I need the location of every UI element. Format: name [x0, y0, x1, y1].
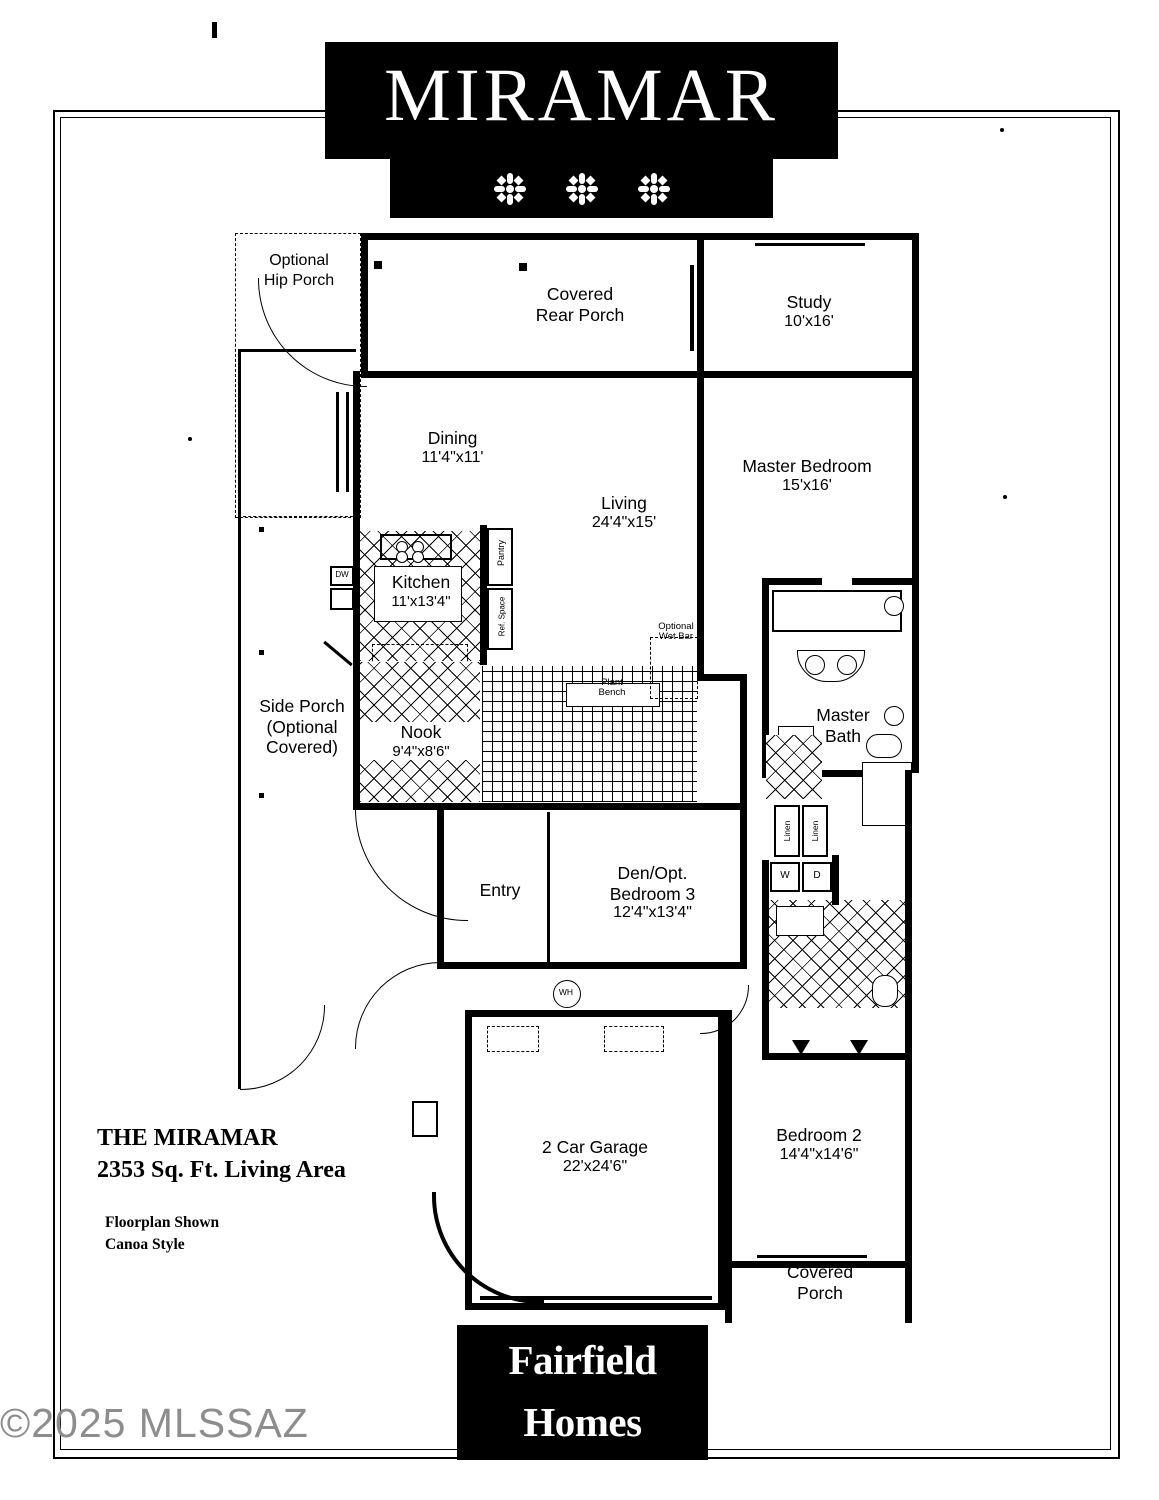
- study-window: [755, 243, 865, 246]
- hall-bath-toilet: [872, 975, 898, 1007]
- room-label-master-bedroom: Master Bedroom 15'x16': [742, 456, 872, 494]
- dining-window: [346, 392, 349, 492]
- porch-post-marker: [374, 261, 382, 269]
- room-label-bedroom2: Bedroom 2 14'4"x14'6": [776, 1125, 862, 1163]
- room-label-entry: Entry: [479, 880, 521, 900]
- wall-entry-bottom: [437, 962, 747, 969]
- vanity-sink-icon: [805, 655, 825, 675]
- plan-note-line1: Floorplan Shown: [105, 1214, 220, 1231]
- room-label-nook: Nook 9'4"x8'6": [360, 722, 482, 760]
- scan-speck: [1000, 128, 1004, 132]
- cooktop-burner-icon: [412, 551, 424, 563]
- wall-study-bottom: [697, 371, 919, 378]
- wall-porch-bottom: [361, 371, 704, 378]
- sink-fixture: [330, 588, 354, 610]
- wall-laundry-divider: [832, 855, 839, 905]
- register-arrow-icon: [850, 1040, 868, 1055]
- fleur-de-lis-icon: [565, 172, 599, 206]
- garage-storage-1: [487, 1026, 539, 1052]
- linen-closet-2-label: Linen: [810, 820, 820, 842]
- wall-covered-porch-left: [725, 1261, 732, 1323]
- sliding-door: [690, 265, 694, 351]
- entry-den-divider: [547, 812, 550, 962]
- covered-porch-window: [757, 1255, 867, 1258]
- wall-left-kitchen: [353, 525, 360, 810]
- fleur-de-lis-icon: [637, 172, 671, 206]
- wall-hall-bath-bottom: [762, 1053, 912, 1060]
- page-title: MIRAMAR: [384, 54, 779, 137]
- porch-mark: [259, 527, 264, 532]
- linen-closet-1-label: Linen: [782, 820, 792, 842]
- porch-mark: [259, 650, 264, 655]
- vanity-sink-icon: [837, 655, 857, 675]
- room-label-kitchen: Kitchen 11'x13'4": [391, 572, 451, 610]
- hall-bath-vanity: [776, 906, 824, 936]
- scan-speck: [188, 437, 192, 441]
- copyright-watermark: ©2025 MLSSAZ: [0, 1400, 309, 1446]
- ornament-row: [390, 159, 773, 218]
- porch-mark: [259, 793, 264, 798]
- plan-note-block: [105, 1212, 405, 1255]
- brand-logo-text: [457, 1330, 708, 1455]
- ref-space-label: Ref. Space: [497, 596, 507, 637]
- plan-area: 2353 Sq. Ft. Living Area: [97, 1157, 346, 1184]
- room-label-covered-porch: Covered Porch: [786, 1262, 854, 1303]
- plan-name: THE MIRAMAR: [97, 1125, 278, 1151]
- room-label-study: Study 10'x16': [784, 292, 834, 330]
- side-porch-dashed-line: [238, 516, 358, 517]
- room-label-optional-hip-porch: Optional Hip Porch: [263, 252, 335, 289]
- room-label-side-porch: Side Porch (Optional Covered): [259, 696, 345, 758]
- wall-hall-bath-right: [905, 770, 912, 1070]
- cooktop-burner-icon: [396, 551, 408, 563]
- washer-label: W: [780, 870, 790, 881]
- master-closet-shelf: [772, 590, 902, 632]
- toilet: [866, 734, 902, 758]
- dining-window: [336, 392, 339, 492]
- wall-entry-top: [437, 803, 747, 810]
- brand-line-1: Fairfield: [508, 1337, 657, 1383]
- side-porch-top-edge: [238, 349, 356, 352]
- wall-den-right: [740, 674, 747, 969]
- register-arrow-icon: [792, 1040, 810, 1055]
- laundry-floor-tile: [766, 735, 822, 799]
- plant-bench-label: Plant Bench: [598, 677, 626, 698]
- optional-wet-bar-label: Optional Wet Bar: [658, 621, 694, 642]
- fleur-de-lis-icon: [493, 172, 527, 206]
- water-heater-label: WH: [558, 987, 574, 997]
- room-label-living: Living 24'4"x15': [591, 493, 657, 531]
- room-label-garage: 2 Car Garage 22'x24'6": [541, 1137, 649, 1175]
- plan-name-block: [97, 1122, 427, 1187]
- wall-master-closet-top: [852, 578, 912, 585]
- plan-note-line2: Canoa Style: [105, 1235, 185, 1253]
- room-label-den: Den/Opt. Bedroom 3 12'4"x13'4": [609, 863, 696, 922]
- wall-top-porch: [361, 233, 919, 240]
- dishwasher-label: DW: [335, 570, 349, 579]
- wall-left-dining: [353, 371, 360, 531]
- wall-hall-bath-left: [762, 860, 769, 1060]
- wall-right-study: [912, 233, 919, 773]
- scan-speck: [1003, 495, 1007, 499]
- porch-post-marker: [519, 263, 527, 271]
- wall-kitchen-right: [480, 525, 487, 665]
- brand-line-2: Homes: [523, 1398, 642, 1445]
- scan-speck: [212, 22, 217, 38]
- bath-sink-icon: [884, 706, 904, 726]
- room-label-covered-rear-porch: Covered Rear Porch: [535, 284, 625, 325]
- dryer-label: D: [813, 870, 821, 881]
- wall-master-bath-top: [762, 578, 822, 585]
- bath-sink-icon: [884, 596, 904, 616]
- room-label-master-bath: Master Bath: [816, 705, 870, 746]
- room-label-dining: Dining 11'4"x11': [421, 428, 484, 466]
- garage-storage-2: [604, 1026, 664, 1052]
- pantry-label: Pantry: [496, 540, 506, 567]
- wall-covered-porch-right: [905, 1261, 912, 1323]
- optional-wet-bar: [650, 637, 698, 699]
- wall-left-porch: [361, 233, 368, 378]
